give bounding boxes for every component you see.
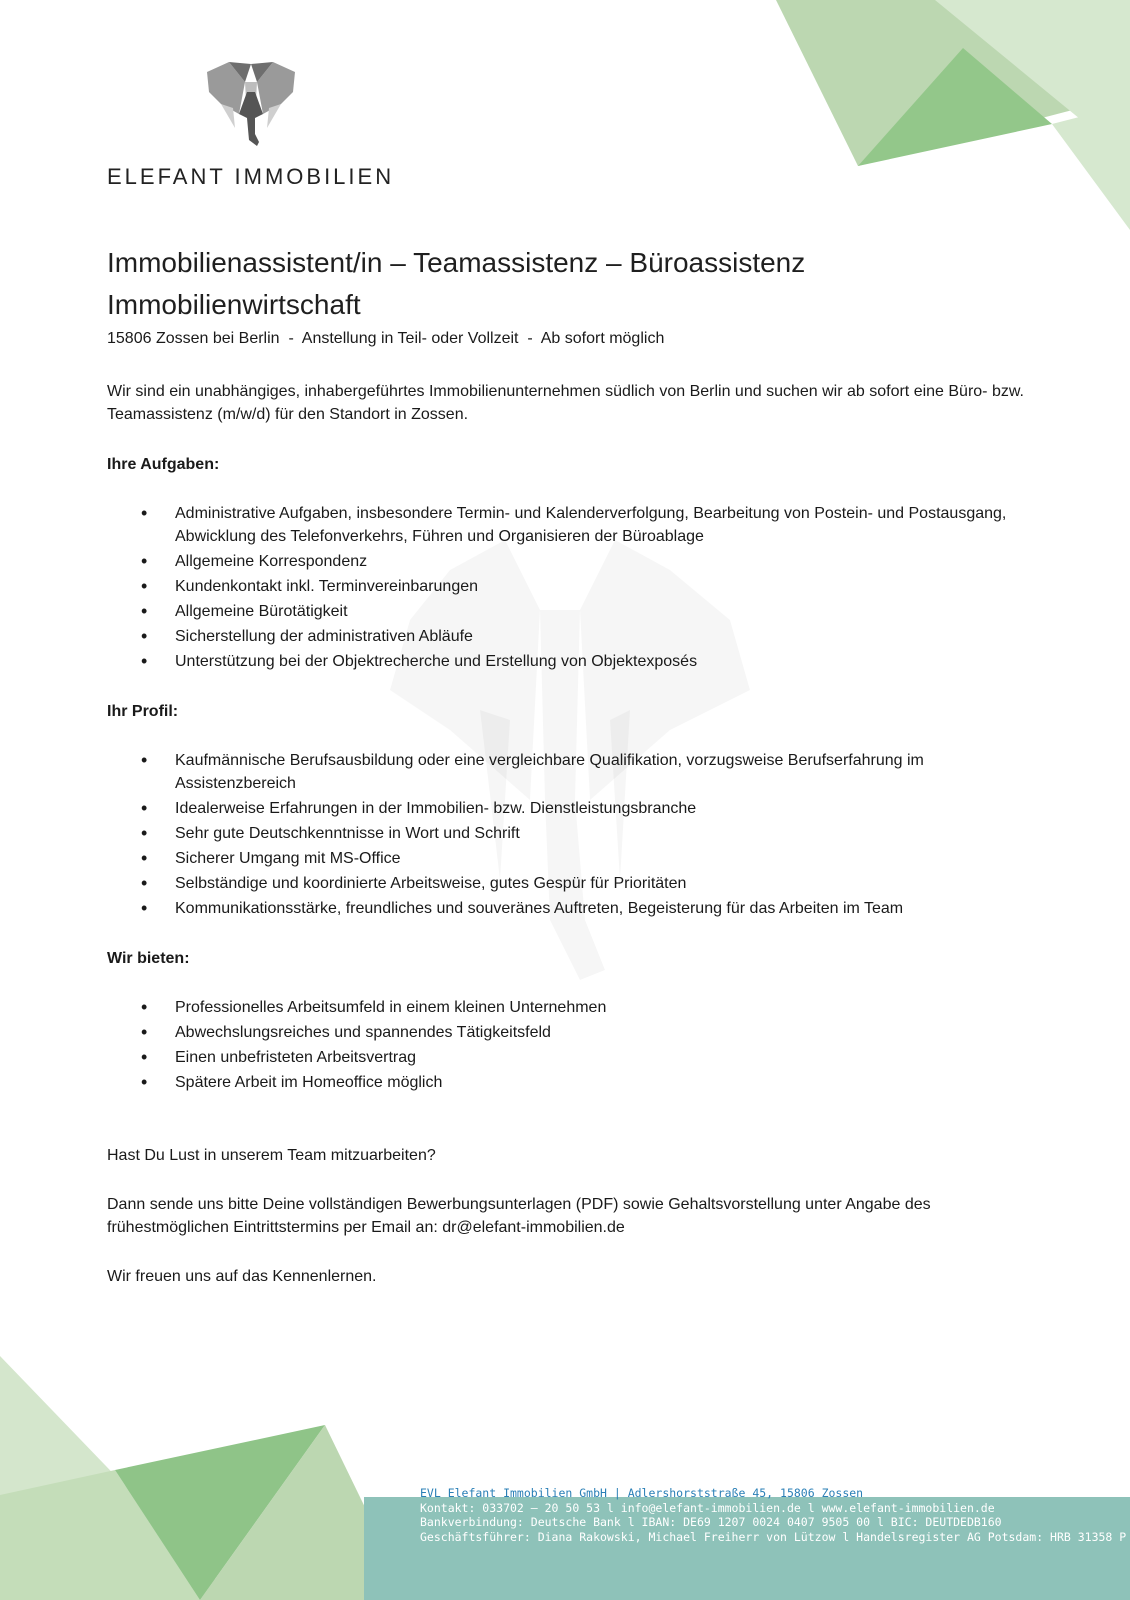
- list-item: • Sicherstellung der administrativen Abläufe: [107, 625, 1027, 648]
- offer-list: [107, 996, 1027, 1094]
- tasks-heading: Ihre Aufgaben:: [107, 456, 220, 473]
- list-item: • Sicherer Umgang mit MS-Office: [107, 847, 1027, 870]
- offer-heading: Wir bieten:: [107, 950, 190, 967]
- job-subtitle: 15806 Zossen bei Berlin - Anstellung in Teil- oder Vollzeit - Ab sofort möglich: [107, 330, 665, 347]
- logo-wordmark: ELEFANT IMMOBILIEN: [107, 164, 395, 189]
- profile-list: [107, 749, 1027, 920]
- title-line-2: Immobilienwirtschaft: [107, 289, 361, 320]
- footer-company-address: EVL Elefant Immobilien GmbH | Adlershorststraße 45, 15806 Zossen: [420, 1486, 864, 1500]
- list-item: • Einen unbefristeten Arbeitsvertrag: [107, 1046, 1027, 1069]
- title-line-1: Immobilienassistent/in – Teamassistenz – Büroassistenz: [107, 247, 806, 278]
- list-item: • Allgemeine Korrespondenz: [107, 550, 1027, 573]
- apply-instructions: Dann sende uns bitte Deine vollständigen Bewerbungsunterlagen (PDF) sowie Gehaltsvorstellung unter Angabe des frühestmöglichen Eintrittstermins per Email an: dr@elefant-immobilien.de: [107, 1196, 931, 1236]
- job-posting: [107, 242, 1027, 1288]
- list-item: • Administrative Aufgaben, insbesondere Termin- und Kalenderverfolgung, Bearbeitung von Postein- und Postausgang, Abwicklung des Telefonverkehrs, Führen und Organisieren der Büroablage: [107, 502, 1027, 548]
- footer-contact: Kontakt: 033702 – 20 50 53 l info@elefant-immobilien.de l www.elefant-immobilien.de: [420, 1500, 995, 1515]
- footer: [420, 1486, 1126, 1544]
- list-item: • Kaufmännische Berufsausbildung oder eine vergleichbare Qualifikation, vorzugsweise Berufserfahrung im Assistenzbereich: [107, 749, 1027, 795]
- footer-management: Geschäftsführer: Diana Rakowski, Michael Freiherr von Lützow l Handelsregister AG Potsdam: HRB 31358 P: [420, 1529, 1127, 1544]
- footer-bank: Bankverbindung: Deutsche Bank l IBAN: DE69 1207 0024 0407 9505 00 l BIC: DEUTDEDB160: [420, 1515, 1002, 1529]
- list-item: • Spätere Arbeit im Homeoffice möglich: [107, 1071, 1027, 1094]
- closing-question: Hast Du Lust in unserem Team mitzuarbeiten?: [107, 1147, 436, 1164]
- closing-greeting: Wir freuen uns auf das Kennenlernen.: [107, 1268, 377, 1285]
- list-item: • Selbständige und koordinierte Arbeitsweise, gutes Gespür für Prioritäten: [107, 872, 1027, 895]
- profile-heading: Ihr Profil:: [107, 703, 179, 720]
- list-item: • Unterstützung bei der Objektrecherche und Erstellung von Objektexposés: [107, 650, 1027, 673]
- deco-triangle: [1052, 104, 1130, 230]
- elephant-head-icon: [205, 58, 297, 148]
- list-item: • Professionelles Arbeitsumfeld in einem kleinen Unternehmen: [107, 996, 1027, 1019]
- list-item: • Abwechslungsreiches und spannendes Tätigkeitsfeld: [107, 1021, 1027, 1044]
- page-title: [107, 242, 1027, 326]
- list-item: • Idealerweise Erfahrungen in der Immobilien- bzw. Dienstleistungsbranche: [107, 797, 1027, 820]
- list-item: • Kommunikationsstärke, freundliches und souveränes Auftreten, Begeisterung für das Arbeiten im Team: [107, 897, 1027, 920]
- list-item: • Sehr gute Deutschkenntnisse in Wort und Schrift: [107, 822, 1027, 845]
- list-item: • Allgemeine Bürotätigkeit: [107, 600, 1027, 623]
- tasks-list: [107, 502, 1027, 673]
- intro-paragraph: Wir sind ein unabhängiges, inhabergeführtes Immobilienunternehmen südlich von Berlin und suchen wir ab sofort eine Büro- bzw. Teamassistenz (m/w/d) für den Standort in Zossen.: [107, 383, 1024, 423]
- list-item: • Kundenkontakt inkl. Terminvereinbarungen: [107, 575, 1027, 598]
